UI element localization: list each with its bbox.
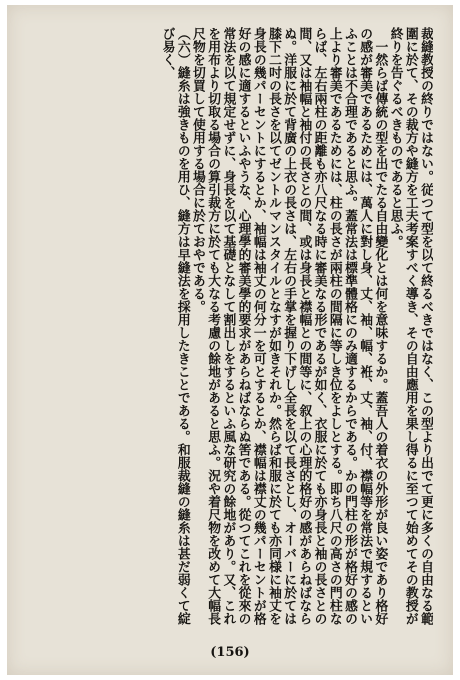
- document-page: [7, 5, 453, 675]
- paragraph-free-variation: 一然らば傳統の型を出でたる自由變化とは何を意味するか。蓋吾人の着衣の外形が良い姿であり格好の感が審美であるためには、萬人に對し身、丈、袖、幅、袵、丈、袖、付、襟幅等を常法で規するといふことは不合理であると思ふ。蓋常法は標準體格にのみ適するからである。かの門柱の形が格好の感の上より審美であるためには、柱の長さが兩柱の間隔に等しき位をよしとする。即ち八尺の高さの門柱ならば、左右兩柱の距離も亦八尺なる時に審美なる形であるが如く、衣服に於ても亦身長と袖の長さとの間、又は袖幅と袖付の長さとの間、或は身長と襟幅との間等に、叙上の心理的格好の感があらねばならぬ。洋服に於て背廣の上衣の長さは、左右の手掌を握り下げし全長を以て長さとし、オーバーに於ては膝下二吋の長さを以てゼントルマンスタイルとなすが如きそれか。然らば和服に於ても亦同様に袖丈を身長の幾パーセントにするとか、袖幅は袖丈の何分一を可とするとか、襟幅は襟丈の幾パーセントが格好の感に適するといふやうな、心理學的審美學的要求があらねばならぬ筈である。從つてこれを從來の常法を以て規定せずに、身長を以て基礎となして割出しをするといふ風な研究の餘地があり。又、これを用布より切取る場合の算引裁方に於ても大なる考慮の餘地があると思ふ。況や着尺物を改めて大幅長尺物を切買して使用する場合に於ておやである。: [189, 27, 388, 625]
- page-number: (156): [210, 645, 250, 660]
- vertical-text-body: [29, 27, 433, 629]
- paragraph-sewing-thread: （六）縫糸は強きものを用ひ、縫方は早縫法を採用したきことである。和服裁縫の縫糸は甚だ弱くて綻び易く、: [159, 27, 190, 625]
- paragraph-continuation: 裁縫教授の終りではない。従つて型を以て終るべきではなく、この型より出でて更に多くの自由なる範圍に於て、その裁方や縫方を工夫考案すべく導き、その自由應用を果し得るに至つて始めてその教授が終りを告ぐるべきものであると思ふ。: [387, 27, 433, 625]
